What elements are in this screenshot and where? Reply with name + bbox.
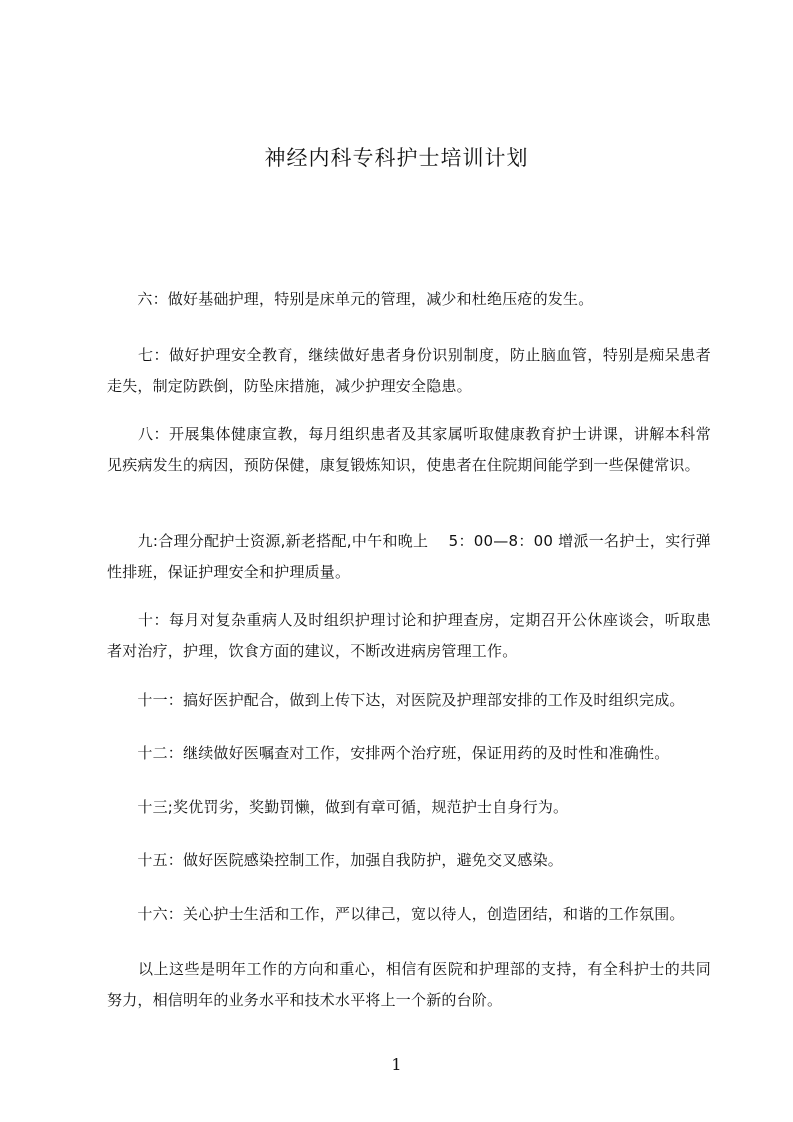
closing-paragraph: 以上这些是明年工作的方向和重心，相信有医院和护理部的支持，有全科护士的共同努力，相信明年的业务水平和技术水平将上一个新的台阶。: [107, 960, 711, 1009]
paragraph-eight: 八：开展集体健康宣教，每月组织患者及其家属听取健康教育护士讲课，讲解本科常见疾病发生的病因，预防保健，康复锻炼知识，使患者在住院期间能学到一些保健常识。: [107, 425, 711, 474]
paragraph-ten: 十：每月对复杂重病人及时组织护理讨论和护理查房，定期召开公休座谈会，听取患者对治疗，护理，饮食方面的建议，不断改进病房管理工作。: [107, 611, 711, 660]
document-title: 神经内科专科护士培训计划: [264, 146, 529, 170]
paragraph-eleven: 十一：搞好医护配合，做到上传下达，对医院及护理部安排的工作及时组织完成。: [107, 691, 685, 709]
paragraph-twelve: 十二：继续做好医嘱查对工作，安排两个治疗班，保证用药的及时性和准确性。: [107, 744, 670, 762]
paragraph-fifteen: 十五：做好医院感染控制工作，加强自我防护，避免交叉感染。: [107, 851, 564, 869]
paragraph-six: 六：做好基础护理，特别是床单元的管理，减少和杜绝压疮的发生。: [107, 290, 594, 308]
paragraph-nine: 九:合理分配护士资源,新老搭配,中午和晚上 5：00—8：00 增派一名护士，实行弹性排班，保证护理安全和护理质量。: [107, 532, 711, 581]
page-number: 1: [391, 1055, 402, 1074]
paragraph-sixteen: 十六：关心护士生活和工作，严以律己，宽以待人，创造团结，和谐的工作氛围。: [107, 905, 685, 923]
paragraph-seven: 七：做好护理安全教育，继续做好患者身份识别制度，防止脑血管，特别是痴呆患者走失，制定防跌倒，防坠床措施，减少护理安全隐患。: [107, 346, 711, 395]
paragraph-thirteen: 十三;奖优罚劣，奖勤罚懒，做到有章可循，规范护士自身行为。: [107, 798, 569, 816]
